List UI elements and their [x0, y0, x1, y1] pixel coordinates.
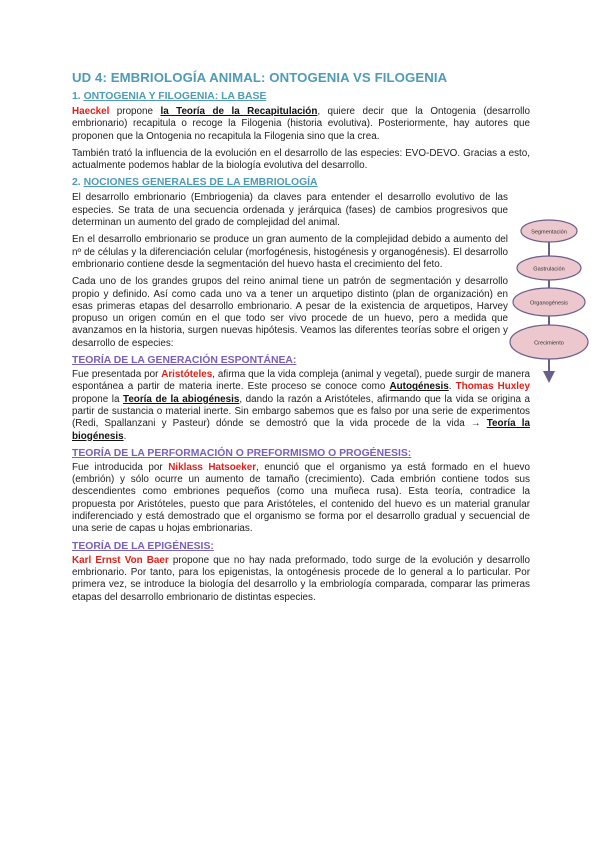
hatsoeker-name: Niklass Hatsoeker: [168, 461, 257, 473]
document-page: [72, 70, 530, 609]
abiogenesis-term: Teoría de la abiogénesis: [123, 393, 240, 405]
section-2-number: 2.: [72, 177, 84, 189]
theory-epigenesis-text: [72, 555, 530, 604]
text-run: , quiere decir que la Ontogenia (desarrollo embrionario) recapitula o recoge la Filogenia (historia evolutiva). Posteriormente, hay autores que proponen que la Ontogenia no recapitula la Filogenia sino que la crea.: [72, 106, 530, 142]
section-2-paragraph-2: En el desarrollo embrionario se produce un gran aumento de la complejidad debido a aumento del nº de células y la diferenciación celular (morfogénesis, histogénesis y organogénesis). El desarrollo embrionario contiene desde la segmentación del huevo hasta el crecimiento del feto.: [72, 234, 508, 270]
text-run: , enunció que el organismo ya está formado en el huevo (embrión) y sólo ocurre un aumento de tamaño (crecimiento). Cada embrión contiene todos sus descendientes como embriones pequeños (como una muñeca rusa). Esta teoría, contradice la propuesta por Aristóteles, puesto que para Aristóteles, el contenido del huevo es un material granular indiferenciado y está demostrado que el organismo se forma por el desarrollo gradual y secuencial de una serie de capas u hojas embrionarias.: [72, 461, 530, 535]
haeckel-name: Haeckel: [72, 106, 110, 117]
text-run: Fue introducida por: [72, 461, 169, 473]
text-run: propone que no hay nada preformado, todo surge de la evolución y desarrollo embrionario. Por tanto, para los epigenistas, la ontogénesis procede de lo general a lo particular. Por primera vez, se introduce la biología del desarrollo y la embriología comparada, comparar las primeras etapas del desarrollo embrionario de distintas especies.: [72, 554, 530, 603]
theory-spontaneous-generation-text: [72, 369, 530, 443]
text-run: propone: [109, 106, 161, 117]
embryonic-development-diagram: [508, 213, 590, 389]
diagram-arrow-head: [543, 371, 555, 383]
text-run: , afirma que la vida compleja (animal y vegetal), puede surgir de manera espontánea a partir de materia inerte. Este proceso se conoce como: [72, 369, 530, 393]
page-title: UD 4: EMBRIOLOGÍA ANIMAL: ONTOGENIA VS FILOGENIA: [72, 70, 448, 85]
section-1-paragraph-1: [72, 106, 530, 143]
text-run: Fue presentada por: [72, 369, 162, 381]
text-run: .: [448, 381, 456, 393]
stage-segmentation: [521, 220, 577, 242]
biogenesis-term: Teoría la biogénesis: [72, 418, 530, 442]
stage-organogenesis-label: Organogénesis: [530, 300, 568, 307]
von-baer-name: Karl Ernst Von Baer: [72, 554, 169, 566]
stage-growth-label: Crecimiento: [534, 340, 564, 347]
theory-preformism-text: [72, 462, 530, 536]
theory-epigenesis-heading: TEORÍA DE LA EPIGÉNESIS:: [72, 540, 214, 552]
huxley-name: Thomas Huxley: [455, 381, 530, 393]
autogenesis-term: Autogénesis: [389, 381, 449, 393]
recapitulation-theory: la Teoría de la Recapitulación: [160, 106, 318, 117]
section-1-heading: [72, 91, 530, 102]
stage-organogenesis: [513, 288, 585, 316]
stage-segmentation-label: Segmentación: [531, 229, 567, 236]
stage-growth: [510, 325, 588, 359]
stage-gastrulation-label: Gastrulación: [533, 266, 565, 273]
section-1-number: 1.: [72, 91, 84, 102]
section-1-paragraph-2: También trató la influencia de la evolución en el desarrollo de las especies: EVO-DEVO. Gracias a esto, actualmente podemos hablar de la biología evolutiva del desarrollo.: [72, 147, 530, 172]
text-run: .: [123, 430, 127, 442]
theory-preformism-heading: TEORÍA DE LA PERFORMACIÓN O PREFORMISMO O PROGÉNESIS:: [72, 447, 412, 459]
section-2-title: NOCIONES GENERALES DE LA EMBRIOLOGÍA: [83, 177, 318, 189]
theory-spontaneous-generation-heading: TEORÍA DE LA GENERACIÓN ESPONTÁNEA:: [72, 355, 297, 367]
section-2-paragraph-1: El desarrollo embrionario (Embriogenia) da claves para entender el desarrollo evolutivo de las especies. Se trata de una secuencia ordenada y jerárquica (fases) de cambios progresivos que determinan un aumento del grado de complejidad del animal.: [72, 192, 508, 229]
text-run: , dando la razón a Aristóteles, afirmando que la vida se origina a partir de sustancia o material inerte. Sin embargo sabemos que es falso por una serie de experimentos (Redi, Spallanzani y Pasteur) dónde se demostró que la vida procede de la vida →: [72, 393, 530, 430]
stage-gastrulation: [517, 256, 581, 280]
aristoteles-name: Aristóteles: [161, 369, 213, 381]
section-2-heading: [72, 177, 530, 188]
section-1-title: ONTOGENIA Y FILOGENIA: LA BASE: [83, 91, 267, 102]
text-run: propone la: [72, 393, 124, 405]
section-2-paragraph-3: Cada uno de los grandes grupos del reino animal tiene un patrón de segmentación y desarrollo propio y definido. Así como cada uno va a tener un arquetipo distinto (plan de organización) en esas primeras etapas del desarrollo embrionario. A pesar de la existencia de arquetipos, Harvey propuso un origen común en el que todo ser vivo procede de un huevo, pero a medida que avanzamos en la historia, surgen nuevas hipótesis. Veamos las diferentes teorías sobre el origen y desarrollo de especies:: [72, 276, 508, 349]
